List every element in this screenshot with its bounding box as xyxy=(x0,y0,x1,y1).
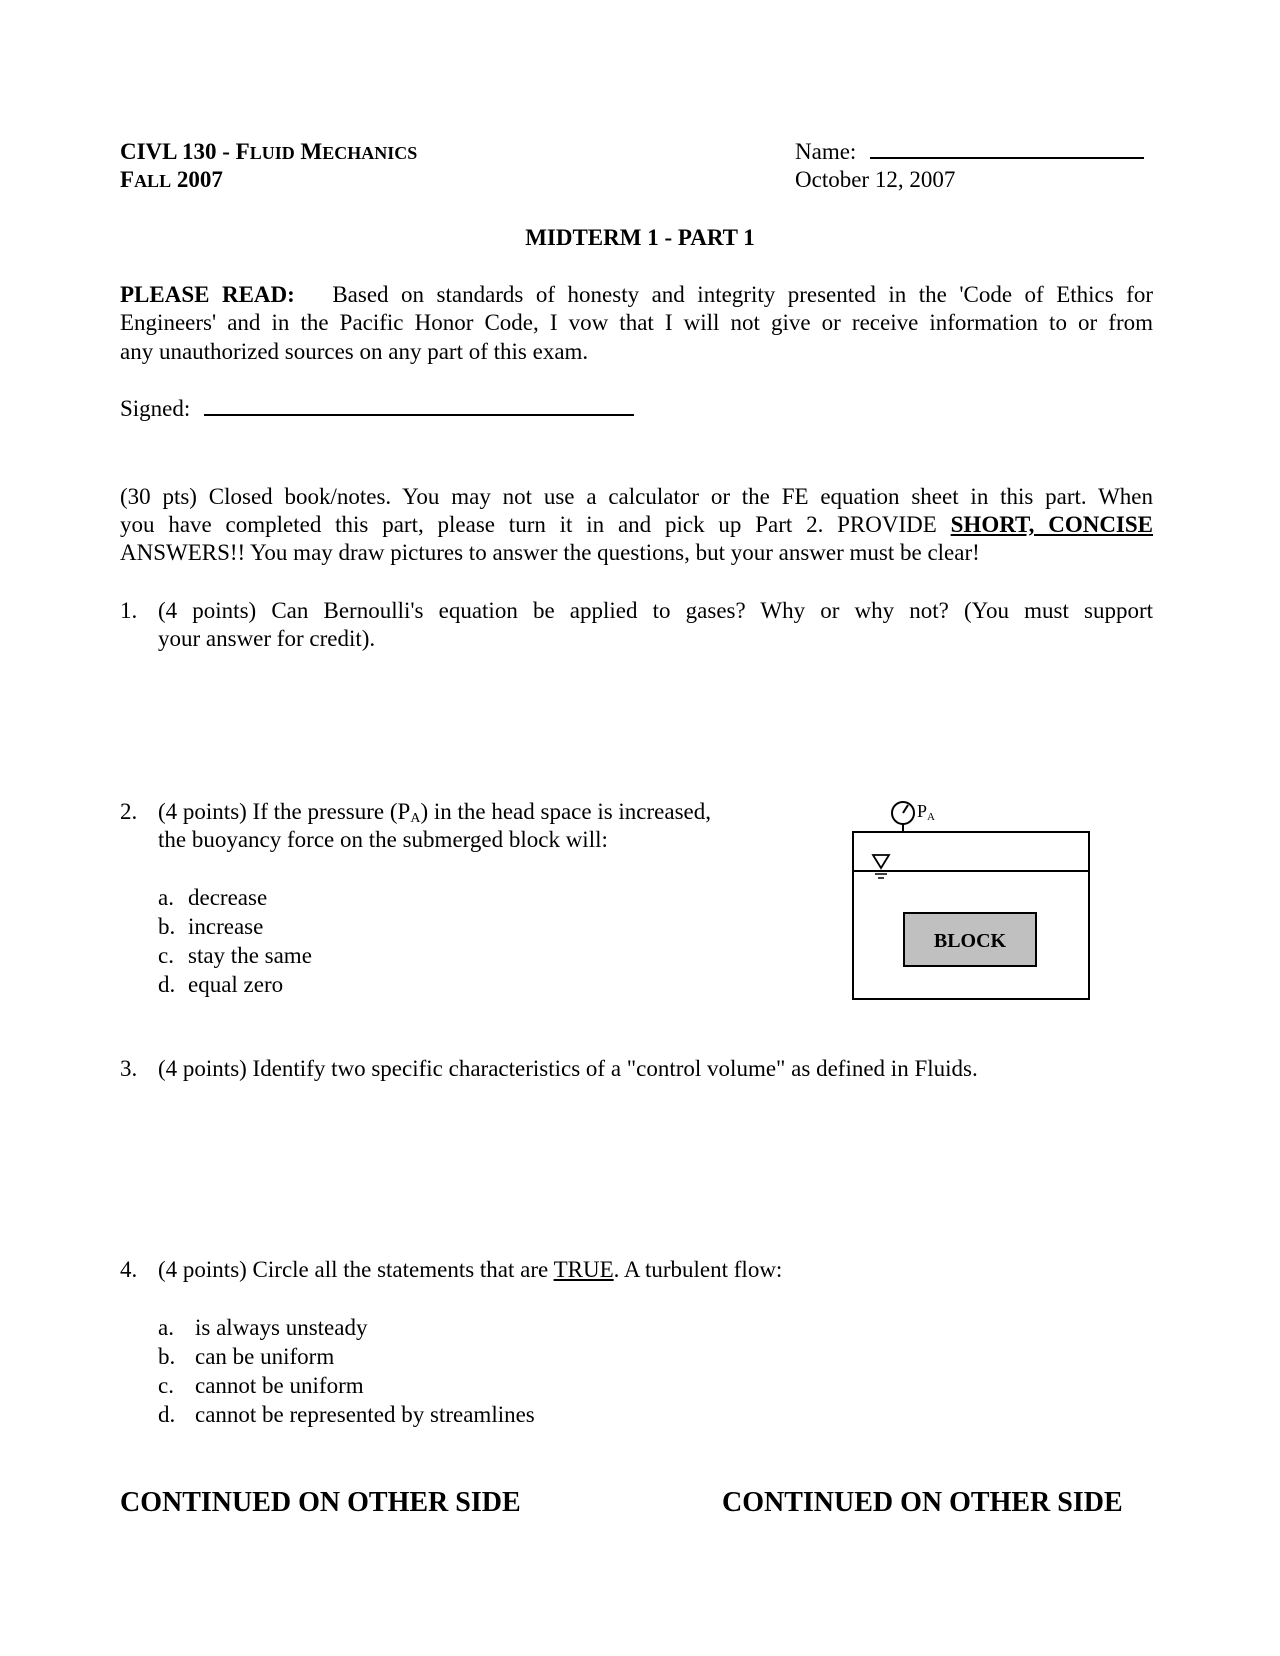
honor-line-3: any unauthorized sources on any part of this exam. xyxy=(120,339,589,364)
page-title: MIDTERM 1 - PART 1 xyxy=(525,225,755,250)
q1-line-1: (4 points) Can Bernoulli's equation be applied to gases? Why or why not? (You must support xyxy=(158,598,1153,623)
instructions-line-3: ANSWERS!! You may draw pictures to answer the questions, but your answer must be clear! xyxy=(120,540,980,565)
q2-number: 2. xyxy=(120,799,138,824)
q2-option-c: c. stay the same xyxy=(158,943,312,968)
name-field xyxy=(795,137,1144,166)
water-level-icon xyxy=(873,855,889,878)
q1-number: 1. xyxy=(120,598,138,623)
q4-option-a: a. is always unsteady xyxy=(158,1315,368,1340)
exam-date: October 12, 2007 xyxy=(795,167,956,192)
q2-line-2: the buoyancy force on the submerged block will: xyxy=(158,827,608,852)
q1-line-2: your answer for credit). xyxy=(158,626,376,651)
course-term: FALL 2007 xyxy=(120,167,223,192)
continued-right: CONTINUED ON OTHER SIDE xyxy=(722,1487,1123,1518)
q2-option-d: d. equal zero xyxy=(158,972,284,997)
honor-line-1: PLEASE READ: Based on standards of honesty and integrity presented in the 'Code of Ethics for xyxy=(120,282,1153,307)
honor-line-2: Engineers' and in the Pacific Honor Code, I vow that I will not give or receive information to or from xyxy=(120,310,1153,335)
q2-option-a: a. decrease xyxy=(158,885,268,910)
course-title: CIVL 130 - FLUID MECHANICS xyxy=(120,139,418,164)
signed-field xyxy=(120,394,634,423)
block-label: BLOCK xyxy=(933,930,1007,952)
signed-label: Signed: xyxy=(120,396,191,421)
q2-line-1: (4 points) If the pressure $(P_A)$ in the head space is increased, xyxy=(158,799,712,826)
q4-text: (4 points) Circle all the statements that are TRUE. A turbulent flow: xyxy=(158,1257,783,1282)
name-blank xyxy=(870,139,1144,159)
q4-option-c: c. cannot be uniform xyxy=(158,1373,364,1398)
q3-number: 3. xyxy=(120,1056,138,1081)
instructions-line-1: (30 pts) Closed book/notes. You may not use a calculator or the FE equation sheet in this part. When xyxy=(120,484,1153,509)
gauge-label: PA xyxy=(917,801,935,823)
q2-option-b: b. increase xyxy=(158,914,264,939)
q3-text: (4 points) Identify two specific characteristics of a "control volume" as defined in Fluids. xyxy=(158,1056,978,1081)
tank-figure xyxy=(840,790,1100,1010)
q4-number: 4. xyxy=(120,1257,138,1282)
signed-blank xyxy=(204,396,634,416)
q4-option-d: d. cannot be represented by streamlines xyxy=(158,1402,535,1427)
continued-left: CONTINUED ON OTHER SIDE xyxy=(120,1487,521,1518)
name-label: Name: xyxy=(795,139,857,164)
instructions-line-2: you have completed this part, please turn it in and pick up Part 2. PROVIDE SHORT, CONCISE xyxy=(120,512,1154,537)
q4-option-b: b. can be uniform xyxy=(158,1344,335,1369)
gauge-needle xyxy=(903,805,908,813)
